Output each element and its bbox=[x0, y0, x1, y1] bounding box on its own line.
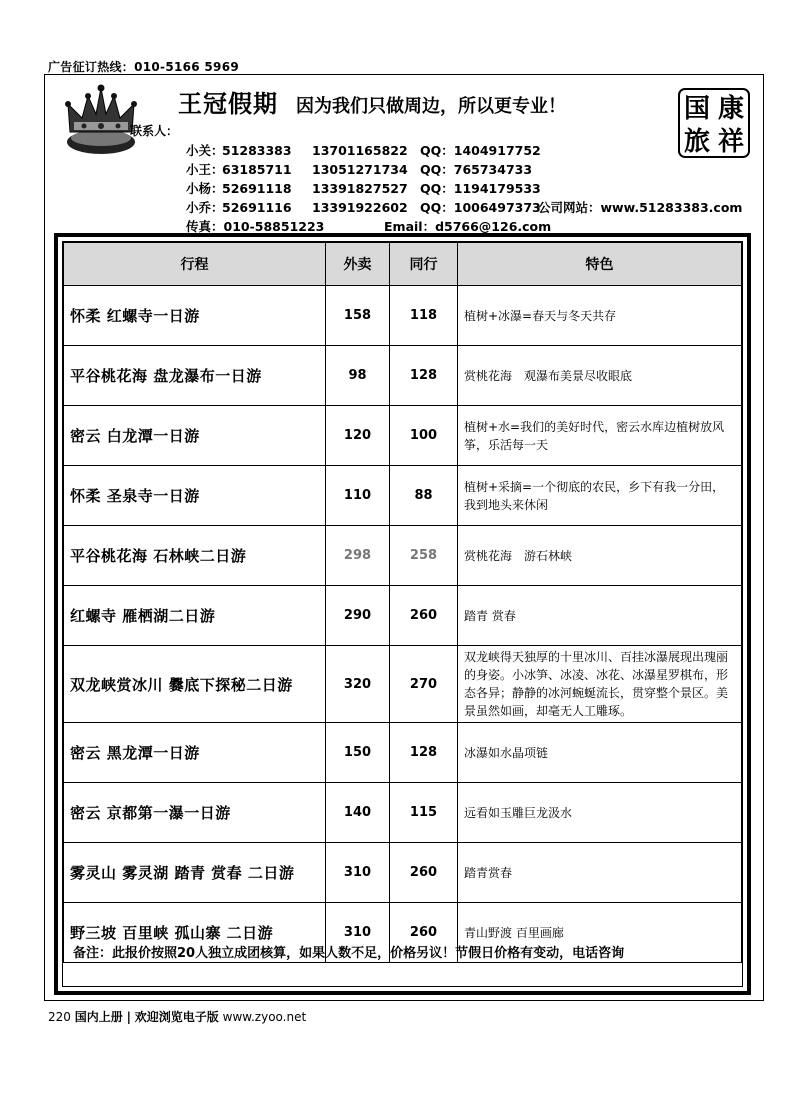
header-peer: 同行 bbox=[390, 243, 458, 286]
footer-welcome: 欢迎浏览电子版 bbox=[134, 1010, 219, 1024]
feature-cell: 冰瀑如水晶项链 bbox=[458, 723, 742, 783]
route-cell: 怀柔 红螺寺一日游 bbox=[64, 286, 326, 346]
table-header-row bbox=[64, 243, 742, 286]
route-cell: 密云 白龙潭一日游 bbox=[64, 406, 326, 466]
footer-divider: | bbox=[126, 1010, 131, 1024]
ad-hotline: 广告征订热线：010-5166 5969 bbox=[48, 60, 240, 74]
contact-mobile: 13701165822 bbox=[312, 143, 408, 158]
page-number: 220 bbox=[48, 1010, 71, 1024]
feature-cell: 植树+冰瀑=春天与冬天共存 bbox=[458, 286, 742, 346]
table-row bbox=[64, 526, 742, 586]
contact-name: 小王： bbox=[186, 162, 224, 177]
route-cell: 雾灵山 雾灵湖 踏青 赏春 二日游 bbox=[64, 843, 326, 903]
route-cell: 平谷桃花海 盘龙瀑布一日游 bbox=[64, 346, 326, 406]
route-cell: 红螺寺 雁栖湖二日游 bbox=[64, 586, 326, 646]
price-table bbox=[63, 242, 742, 963]
contact-name: 小杨： bbox=[186, 181, 224, 196]
route-cell: 密云 京都第一瀑一日游 bbox=[64, 783, 326, 843]
retail-price: 150 bbox=[326, 723, 390, 783]
peer-price: 115 bbox=[390, 783, 458, 843]
peer-price: 100 bbox=[390, 406, 458, 466]
contact-name: 小关： bbox=[186, 143, 224, 158]
retail-price: 110 bbox=[326, 466, 390, 526]
feature-cell: 踏青 赏春 bbox=[458, 586, 742, 646]
route-cell: 怀柔 圣泉寺一日游 bbox=[64, 466, 326, 526]
peer-price: 260 bbox=[390, 843, 458, 903]
contact-row bbox=[186, 179, 541, 197]
contact-qq: QQ：1404917752 bbox=[420, 143, 541, 158]
contact-qq: QQ：765734733 bbox=[420, 162, 533, 177]
email[interactable]: Email：d5766@126.com bbox=[384, 219, 552, 234]
retail-price: 140 bbox=[326, 783, 390, 843]
kangxiang-logo bbox=[678, 88, 750, 158]
footer-site-link[interactable]: www.zyoo.net bbox=[222, 1010, 307, 1024]
feature-cell: 植树+采摘=一个彻底的农民，乡下有我一分田，我到地头来休闲 bbox=[458, 466, 742, 526]
route-cell: 双龙峡赏冰川 爨底下探秘二日游 bbox=[64, 646, 326, 723]
price-table-frame bbox=[54, 233, 751, 995]
contact-row bbox=[186, 141, 541, 159]
table-row bbox=[64, 783, 742, 843]
retail-price: 320 bbox=[326, 646, 390, 723]
contact-qq: QQ：1006497373 bbox=[420, 200, 541, 215]
route-cell: 平谷桃花海 石林峡二日游 bbox=[64, 526, 326, 586]
contact-phone: 51283383 bbox=[222, 143, 292, 158]
table-row bbox=[64, 406, 742, 466]
feature-cell: 赏桃花海 观瀑布美景尽收眼底 bbox=[458, 346, 742, 406]
peer-price: 128 bbox=[390, 346, 458, 406]
logo-char: 祥 bbox=[717, 127, 744, 157]
retail-price: 120 bbox=[326, 406, 390, 466]
contact-name: 小乔： bbox=[186, 200, 224, 215]
table-note: 备注：此报价按照20人独立成团核算，如果人数不足，价格另议！节假日价格有变动，电话咨询 bbox=[73, 946, 625, 961]
contact-mobile: 13391827527 bbox=[312, 181, 408, 196]
feature-cell: 踏青赏春 bbox=[458, 843, 742, 903]
retail-price: 98 bbox=[326, 346, 390, 406]
header-route: 行程 bbox=[64, 243, 326, 286]
retail-price: 310 bbox=[326, 843, 390, 903]
footer-section: 国内上册 bbox=[74, 1010, 123, 1024]
peer-price: 88 bbox=[390, 466, 458, 526]
page-footer bbox=[48, 1008, 306, 1025]
contact-phone: 52691118 bbox=[222, 181, 292, 196]
contact-phone: 52691116 bbox=[222, 200, 292, 215]
retail-price: 298 bbox=[326, 526, 390, 586]
retail-price: 310 bbox=[326, 903, 390, 963]
retail-price: 158 bbox=[326, 286, 390, 346]
contact-label: 联系人： bbox=[130, 124, 179, 138]
contact-row bbox=[186, 160, 538, 178]
table-row bbox=[64, 723, 742, 783]
logo-char: 康 bbox=[717, 94, 744, 124]
feature-cell: 赏桃花海 游石林峡 bbox=[458, 526, 742, 586]
route-cell: 密云 黑龙潭一日游 bbox=[64, 723, 326, 783]
logo-char: 国 bbox=[683, 94, 710, 124]
fax: 传真：010-58851223 bbox=[186, 219, 325, 234]
contact-row bbox=[186, 198, 742, 216]
peer-price: 270 bbox=[390, 646, 458, 723]
peer-price: 260 bbox=[390, 903, 458, 963]
feature-cell: 青山野渡 百里画廊 bbox=[458, 903, 742, 963]
contact-website[interactable]: 公司网站：www.51283383.com bbox=[538, 200, 743, 215]
table-row bbox=[64, 466, 742, 526]
feature-cell: 植树+水=我们的美好时代，密云水库边植树放风筝，乐活每一天 bbox=[458, 406, 742, 466]
contact-mobile: 13051271734 bbox=[312, 162, 408, 177]
peer-price: 260 bbox=[390, 586, 458, 646]
retail-price: 290 bbox=[326, 586, 390, 646]
feature-cell: 双龙峡得天独厚的十里冰川、百挂冰瀑展现出瑰丽的身姿。小冰笋、冰凌、冰花、冰瀑星罗棋布，形态各异；静静的冰河蜿蜒流长，贯穿整个景区。美景虽然如画，却毫无人工雕琢。 bbox=[458, 646, 742, 723]
table-row bbox=[64, 286, 742, 346]
peer-price: 128 bbox=[390, 723, 458, 783]
header-feature: 特色 bbox=[458, 243, 742, 286]
crown-logo-icon bbox=[62, 82, 140, 158]
contact-phone: 63185711 bbox=[222, 162, 292, 177]
table-row bbox=[64, 843, 742, 903]
table-row bbox=[64, 346, 742, 406]
peer-price: 258 bbox=[390, 526, 458, 586]
brand-name: 王冠假期 bbox=[178, 90, 278, 118]
slogan: 因为我们只做周边，所以更专业！ bbox=[296, 96, 566, 117]
contact-qq: QQ：1194179533 bbox=[420, 181, 541, 196]
table-row bbox=[64, 586, 742, 646]
contact-mobile: 13391922602 bbox=[312, 200, 408, 215]
route-cell: 野三坡 百里峡 孤山寨 二日游 bbox=[64, 903, 326, 963]
price-table-inner bbox=[62, 241, 743, 987]
feature-cell: 远看如玉雕巨龙汲水 bbox=[458, 783, 742, 843]
table-row bbox=[64, 646, 742, 723]
header-retail: 外卖 bbox=[326, 243, 390, 286]
logo-char: 旅 bbox=[683, 127, 710, 157]
peer-price: 118 bbox=[390, 286, 458, 346]
